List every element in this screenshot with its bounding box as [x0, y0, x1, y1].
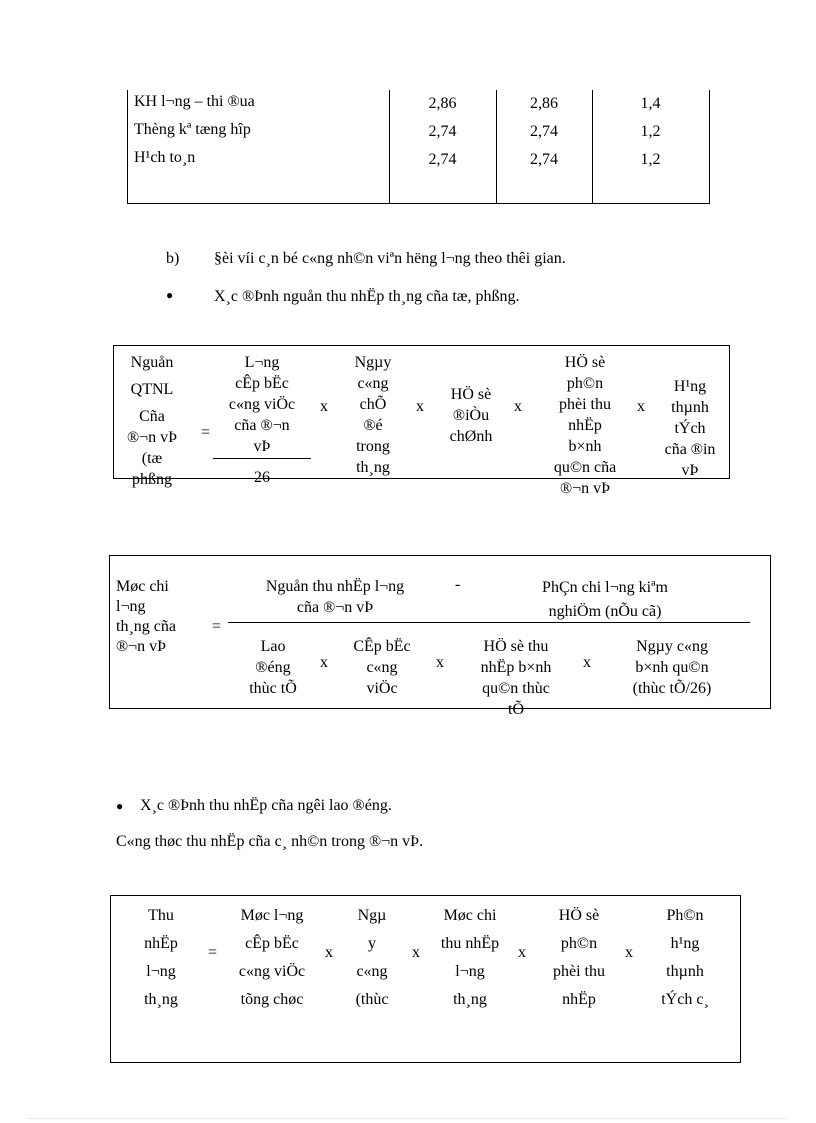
formula1-denominator: 26 — [254, 469, 270, 486]
equals-sign: = — [208, 944, 218, 961]
equals-sign: = — [201, 424, 211, 441]
multiply-sign: x — [325, 944, 333, 961]
formula1-term-rank: H¹ng thµnh tÝch cña ®in vÞ — [664, 378, 716, 479]
formula2-numerator-left: Nguån thu nhËp l¬ng cña ®¬n vÞ — [265, 578, 405, 616]
row-name: H¹ch to¸n — [134, 149, 196, 166]
formula3-rank: Ph©n h¹ng thµnh tÝch c¸ — [661, 907, 709, 1008]
multiply-sign: x — [320, 398, 328, 415]
fraction-bar — [228, 622, 750, 623]
multiply-sign: x — [412, 944, 420, 961]
formula1-term-distribution: HÖ sè ph©n phèi thu nhËp b×nh qu©n cña ®¬n vÞ — [553, 354, 617, 497]
multiply-sign: x — [583, 654, 591, 671]
bullet-icon: ● — [116, 799, 124, 813]
row-value-3: 1,4 — [640, 95, 661, 112]
row-value-2: 2,74 — [530, 151, 558, 168]
multiply-sign: x — [320, 654, 328, 671]
formula3-grade-salary: Møc l¬ng cÊp bËc c«ng viÖc tõng chøc — [238, 907, 306, 1008]
minus-sign: - — [455, 576, 461, 593]
formula3-distribution: HÖ sè ph©n phèi thu nhËp — [553, 907, 605, 1008]
formula1-term-workdays: Ngµy c«ng chÕ ®é trong th¸ng — [354, 354, 392, 476]
multiply-sign: x — [416, 398, 424, 415]
row-value-1: 2,86 — [428, 95, 457, 112]
row-value-1: 2,74 — [428, 151, 457, 168]
formula3-workdays: Ngµ y c«ng (thùc — [355, 907, 389, 1008]
bullet-text: X¸c ®Þnh nguån thu nhËp th¸ng cña tæ, phßng. — [214, 288, 520, 305]
fraction-bar — [213, 458, 311, 459]
formula1-term-adjust: HÖ sè ®iÒu chØnh — [449, 386, 493, 445]
table-border-bottom — [127, 203, 710, 204]
section-marker: b) — [166, 250, 180, 267]
multiply-sign: x — [518, 944, 526, 961]
row-value-3: 1,2 — [640, 151, 661, 168]
row-value-3: 1,2 — [640, 123, 661, 140]
table-border-right — [709, 90, 710, 204]
formula2-denominator-workdays: Ngµy c«ng b×nh qu©n (thùc tÕ/26) — [632, 638, 712, 697]
row-value-2: 2,74 — [530, 123, 558, 140]
formula-intro: C«ng thøc thu nhËp cña c¸ nh©n trong ®¬n vÞ. — [116, 833, 424, 850]
table-border-left — [127, 90, 128, 204]
formula2-denominator-grade: CÊp bËc c«ng viÖc — [353, 638, 411, 697]
bullet-icon: ● — [166, 288, 174, 302]
formula3-monthly-rate: Møc chi thu nhËp l¬ng th¸ng — [440, 907, 500, 1008]
page-bottom-edge — [28, 1118, 788, 1119]
multiply-sign: x — [514, 398, 522, 415]
multiply-sign: x — [436, 654, 444, 671]
formula2-denominator-coefficient: HÖ sè thu nhËp b×nh qu©n thùc tÕ — [480, 638, 552, 718]
section-heading: §èi víi c¸n bé c«ng nh©n viªn hëng l¬ng theo thêi gian. — [214, 250, 566, 267]
formula1-lhs: Nguån QTNL Cña ®¬n vÞ (tæ phßng — [126, 354, 178, 488]
row-value-1: 2,74 — [428, 123, 457, 140]
formula1-term-salary: L¬ng cÊp bËc c«ng viÖc cña ®¬n vÞ — [228, 354, 296, 455]
formula2-lhs: Møc chi l¬ng th¸ng cña ®¬n vÞ — [116, 578, 176, 655]
formula3-income: Thu nhËp l¬ng th¸ng — [144, 907, 178, 1008]
multiply-sign: x — [625, 944, 633, 961]
equals-sign: = — [212, 618, 222, 635]
row-name: Thèng kª tæng hîp — [134, 121, 251, 138]
row-name: KH l¬ng – thi ®ua — [134, 93, 255, 110]
bullet-text: X¸c ®Þnh thu nhËp cña ngêi lao ®éng. — [140, 797, 392, 814]
multiply-sign: x — [637, 398, 645, 415]
formula2-denominator-labour: Lao ®éng thùc tÕ — [249, 638, 297, 697]
row-value-2: 2,86 — [530, 95, 558, 112]
formula2-numerator-right: PhÇn chi l¬ng kiªm nghiÖm (nÕu cã) — [542, 579, 668, 620]
